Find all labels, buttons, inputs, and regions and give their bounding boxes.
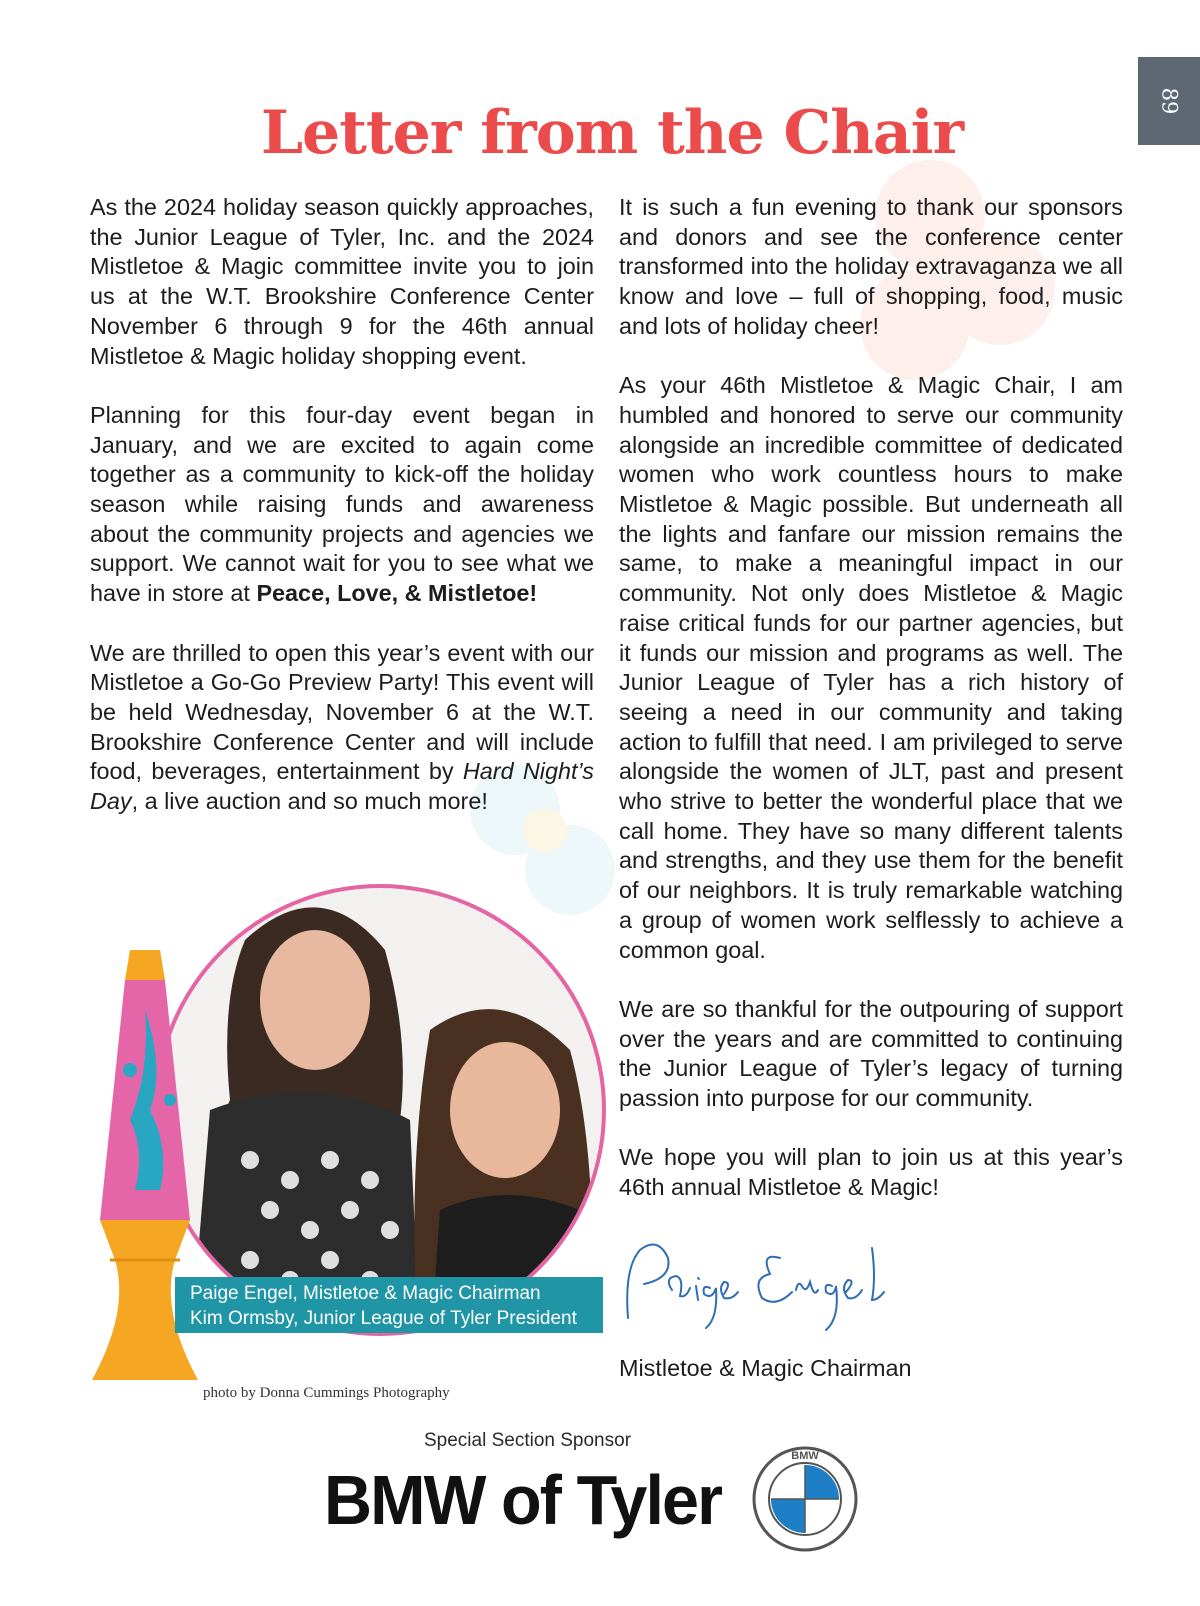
page-number: 89 bbox=[1156, 87, 1181, 115]
photo-credit: photo by Donna Cummings Photography bbox=[203, 1385, 450, 1401]
sponsor-label: Special Section Sponsor bbox=[424, 1430, 632, 1451]
handwritten-signature bbox=[620, 1238, 920, 1338]
caption-line: Kim Ormsby, Junior League of Tyler President bbox=[190, 1308, 577, 1329]
paragraph: We are thrilled to open this year’s event with our Mistletoe a Go-Go Preview Party! This event will be held Wednesday, November 6 at the W.T. Brookshire Conference Center and will include food, beverages, entertainment by Hard Night’s Day, a live auction and so much more! bbox=[90, 639, 594, 815]
paragraph: We hope you will plan to join us at this year’s 46th annual Mistletoe & Magic! bbox=[619, 1144, 1123, 1201]
paragraph: We are so thankful for the outpouring of support over the years and are committed to continuing the Junior League of Tyler’s legacy of turning passion into purpose for our community. bbox=[619, 995, 1123, 1112]
band-name: Hard Night’s Day bbox=[90, 758, 594, 815]
paragraph: As your 46th Mistletoe & Magic Chair, I am humbled and honored to serve our community alongside an incredible committee of dedicated women who work countless hours to make Mistletoe & Magic possible. But underneath all the lights and fanfare our mission remains the same, to make a meaningful impact in our community. Not only does Mistletoe & Magic raise critical funds for our partner agencies, but it funds our mission and programs as well. The Junior League of Tyler has a rich history of seeing a need in our community and taking action to fulfill that need. I am privileged to serve alongside the women of JLT, past and present who strive to better the wonderful place that we call home. They have so many different talents and strengths, and they use them for the benefit of our neighbors. It is truly remarkable watching a group of women work selflessly to achieve a common goal. bbox=[619, 372, 1123, 963]
chair-and-president-photo bbox=[150, 880, 610, 1340]
letter-right-column bbox=[619, 193, 1123, 1233]
signature-title: Mistletoe & Magic Chairman bbox=[619, 1355, 912, 1381]
page-title: Letter from the Chair bbox=[260, 98, 964, 168]
caption-line: Paige Engel, Mistletoe & Magic Chairman bbox=[190, 1283, 541, 1304]
bmw-logo-letters: BMW bbox=[791, 1450, 819, 1462]
bmw-logo-icon bbox=[752, 1446, 858, 1552]
sponsor-name: BMW of Tyler bbox=[324, 1461, 722, 1539]
paragraph: As the 2024 holiday season quickly approaches, the Junior League of Tyler, Inc. and the 2024 Mistletoe & Magic committee invite you to join us at the W.T. Brookshire Conference Center November 6 through 9 for the 46th annual Mistletoe & Magic holiday shopping event. bbox=[90, 194, 594, 369]
paragraph: It is such a fun evening to thank our sponsors and donors and see the conference center transformed into the holiday extravaganza we all know and love – full of shopping, food, music and lots of holiday cheer! bbox=[619, 194, 1123, 339]
paragraph: Planning for this four-day event began in January, and we are excited to again come together as a community to kick-off the holiday season while raising funds and awareness about the community projects and agencies we support. We cannot wait for you to see what we have in store at Peace, Love, & Mistletoe! bbox=[90, 401, 594, 607]
letter-left-column bbox=[90, 193, 594, 846]
event-theme: Peace, Love, & Mistletoe! bbox=[256, 580, 538, 607]
photo-caption bbox=[175, 1277, 603, 1333]
